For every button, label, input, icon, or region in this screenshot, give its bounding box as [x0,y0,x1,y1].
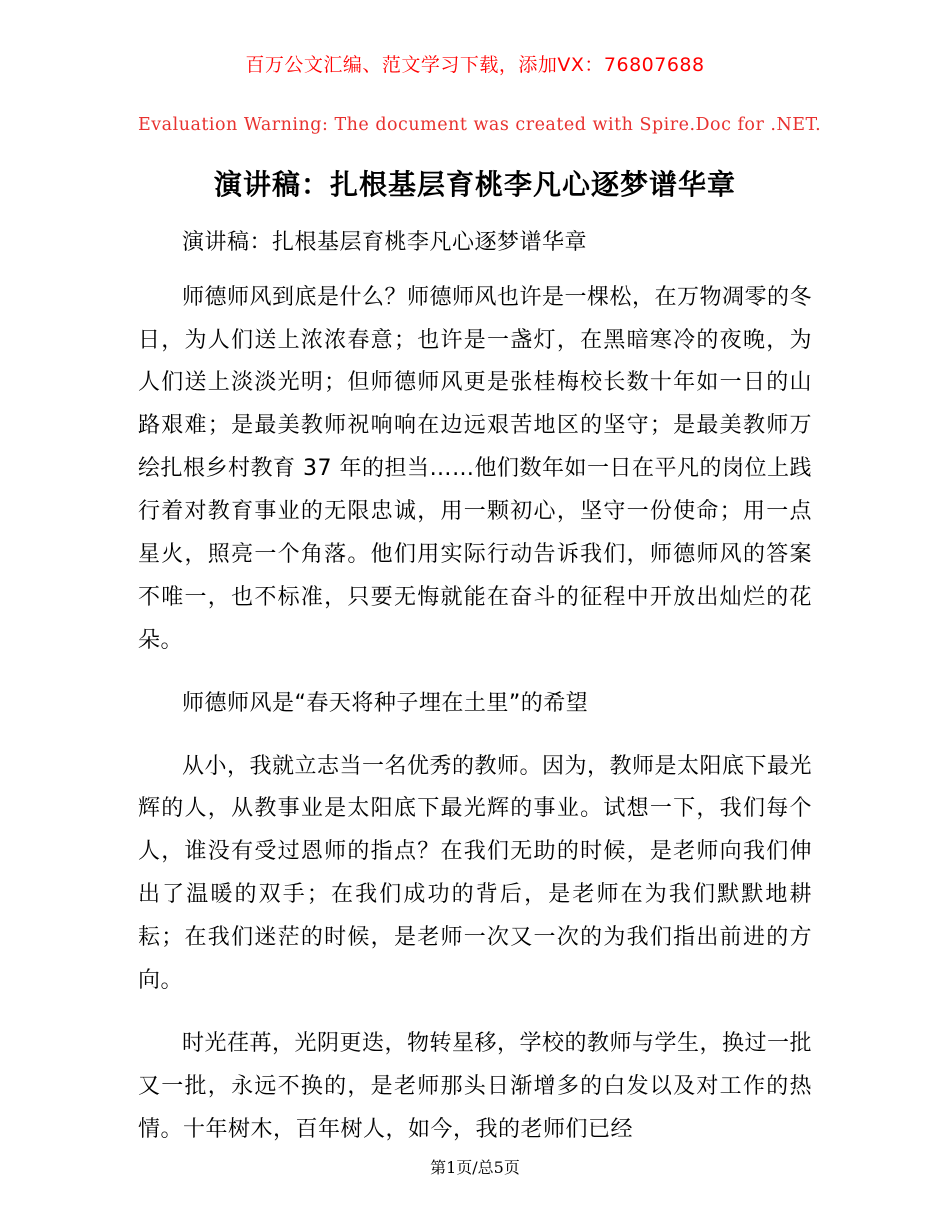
paragraph: 时光荏苒，光阴更迭，物转星移，学校的教师与学生，换过一批又一批，永远不换的，是老师那头日渐增多的白发以及对工作的热情。十年树木，百年树人，如今，我的老师们已经 [138,1030,813,1142]
paragraph-section-heading: 师德师风是“春天将种子埋在土里”的希望 [182,690,589,716]
evaluation-warning: Evaluation Warning: The document was created with Spire.Doc for .NET. [138,115,822,135]
promo-notice: 百万公文汇编、范文学习下载，添加VX：76807688 [245,54,705,76]
document-body [138,222,812,1152]
paragraph: 师德师风到底是什么？师德师风也许是一棵松，在万物凋零的冬日，为人们送上浓浓春意；也许是一盏灯，在黑暗寒冷的夜晚，为人们送上淡淡光明；但师德师风更是张桂梅校长数十年如一日的山路艰难；是最美教师祝响响在边远艰苦地区的坚守；是最美教师万绘扎根乡村教育 37 年的担当……他们数年如一日在平凡的岗位上践行着对教育事业的无限忠诚，用一颗初心，坚守一份使命；用一点星火，照亮一个角落。他们用实际行动告诉我们，师德师风的答案不唯一，也不标准，只要无悔就能在奋斗的征程中开放出灿烂的花朵。 [138,284,813,653]
document-title: 演讲稿：扎根基层育桃李凡心逐梦谱华章 [213,168,736,201]
paragraph: 从小，我就立志当一名优秀的教师。因为，教师是太阳底下最光辉的人，从教事业是太阳底下最光辉的事业。试想一下，我们每个人，谁没有受过恩师的指点？在我们无助的时候，是老师向我们伸出了温暖的双手；在我们成功的背后，是老师在为我们默默地耕耘；在我们迷茫的时候，是老师一次又一次的为我们指出前进的方向。 [138,753,813,993]
paragraph-subtitle: 演讲稿：扎根基层育桃李凡心逐梦谱华章 [182,229,588,255]
page-number-footer: 第1页/总5页 [430,1158,520,1177]
